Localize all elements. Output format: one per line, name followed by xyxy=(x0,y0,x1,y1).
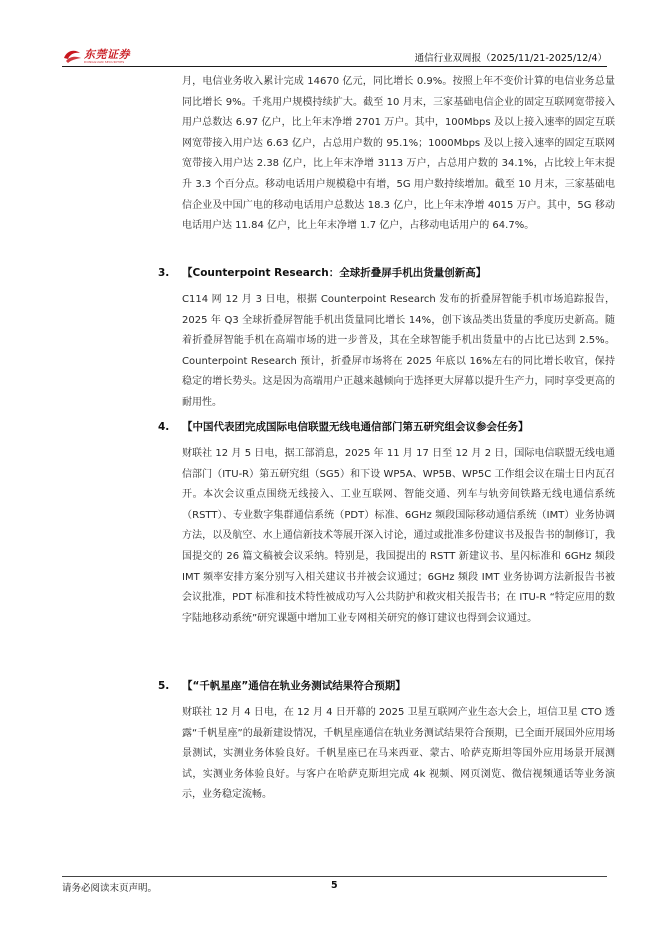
logo-subtitle: DONGGUAN SECURITIES xyxy=(84,59,125,64)
section-title: 【中国代表团完成国际电信联盟无线电通信部门第五研究组会议参会任务】 xyxy=(182,421,529,433)
section-title: 【“千帆星座”通信在轨业务测试结果符合预期】 xyxy=(182,680,406,692)
section-number: 4. xyxy=(158,421,170,433)
section-heading-3 xyxy=(158,265,486,280)
paragraph-intro: 月，电信业务收入累计完成 14670 亿元，同比增长 0.9%。按照上年不变价计算的电信业务总量同比增长 9%。千兆用户规模持续扩大。截至 10 月末，三家基础电信企业的固定互联网宽带接入用户总数达 6.97 亿户，比上年末净增 2701 万户。其中，100Mbps 及以上接入速率的固定互联网宽带接入用户达 6.63 亿户，占总用户数的 95.1%；1000Mbps 及以上接入速率的固定互联网宽带接入用户达 2.38 亿户，比上年末净增 3113 万户，占总用户数的 34.1%，占比较上年末提升 3.3 个百分点。移动电话用户规模稳中有增，5G 用户数持续增加。截至 10 月末，三家基础电信企业及中国广电的移动电话用户总数达 18.3 亿户，比上年末净增 4015 万户。其中，5G 移动电话用户达 11.84 亿户，比上年末净增 1.7 亿户，占移动电话用户的 64.7%。 xyxy=(182,76,615,232)
section-title: 【Counterpoint Research：全球折叠屏手机出货量创新高】 xyxy=(182,267,487,279)
dongguan-securities-logo-icon xyxy=(62,48,82,64)
section-number: 5. xyxy=(158,680,170,692)
logo-name: 东莞证券 xyxy=(84,47,130,61)
section-body-4: 财联社 12 月 5 日电，据工部消息，2025 年 11 月 17 日至 12 月 2 日，国际电信联盟无线电通信部门（ITU-R）第五研究组（SG5）和下设 WP5A、WP5B、WP5C 工作组会议在瑞士日内瓦召开。本次会议重点围绕无线接入、工业互联网、智能交通、列车与轨旁间铁路无线电通信系统（RSTT）、专业数字集群通信系统（PDT）标准、6GHz 频段国际移动通信系统（IMT）业务协调方法，以及航空、水上通信新技术等展开深入讨论，通过或批准多份建议书及报告书的制修订，我国提交的 26 篇文稿被会议采纳。特别是，我国提出的 RSTT 新建议书、星闪标准和 6GHz 频段 IMT 频率安排方案分别写入相关建议书并被会议通过；6GHz 频段 IMT 业务协调方法新报告书被会议批准，PDT 标准和技术特性被成功写入公共防护和救灾相关报告书；在 ITU-R “特定应用的数字陆地移动系统”研究课题中增加工业专网相关研究的修订建议也得到会议通过。 xyxy=(182,448,615,624)
footer-disclaimer: 请务必阅读末页声明。 xyxy=(62,883,158,894)
company-logo xyxy=(62,48,130,64)
footer-divider xyxy=(62,876,607,877)
page-header xyxy=(62,46,607,66)
section-body-3: C114 网 12 月 3 日电，根据 Counterpoint Research 发布的折叠屏智能手机市场追踪报告，2025 年 Q3 全球折叠屏智能手机出货量同比增长 14%，创下该品类出货量的季度历史新高。随着折叠屏智能手机在高端市场的进一步普及，其在全球智能手机出货量中的占比已达到 2.5%。Counterpoint Research 预计，折叠屏市场将在 2025 年底以 16%左右的同比增长收官，保持稳定的增长势头。这是因为高端用户正越来越倾向于选择更大屏幕以提升生产力，同时享受更高的耐用性。 xyxy=(182,294,615,408)
section-body-5: 财联社 12 月 4 日电，在 12 月 4 日开幕的 2025 卫星互联网产业生态大会上，垣信卫星 CTO 透露“千帆星座”的最新建设情况，千帆星座通信在轨业务测试结果符合预期，已全面开展国外应用场景测试，实测业务体验良好。千帆星座已在马来西亚、蒙古、哈萨克斯坦等国外应用场景开展测试，实测业务体验良好。与客户在哈萨克斯坦完成 4k 视频、网页浏览、微信视频通话等业务演示，业务稳定流畅。 xyxy=(182,707,615,801)
page-number: 5 xyxy=(331,880,338,891)
section-number: 3. xyxy=(158,267,170,279)
header-divider xyxy=(62,66,607,67)
report-title: 通信行业双周报（2025/11/21-2025/12/4） xyxy=(414,53,607,64)
section-heading-5 xyxy=(158,678,406,693)
section-heading-4 xyxy=(158,419,529,434)
